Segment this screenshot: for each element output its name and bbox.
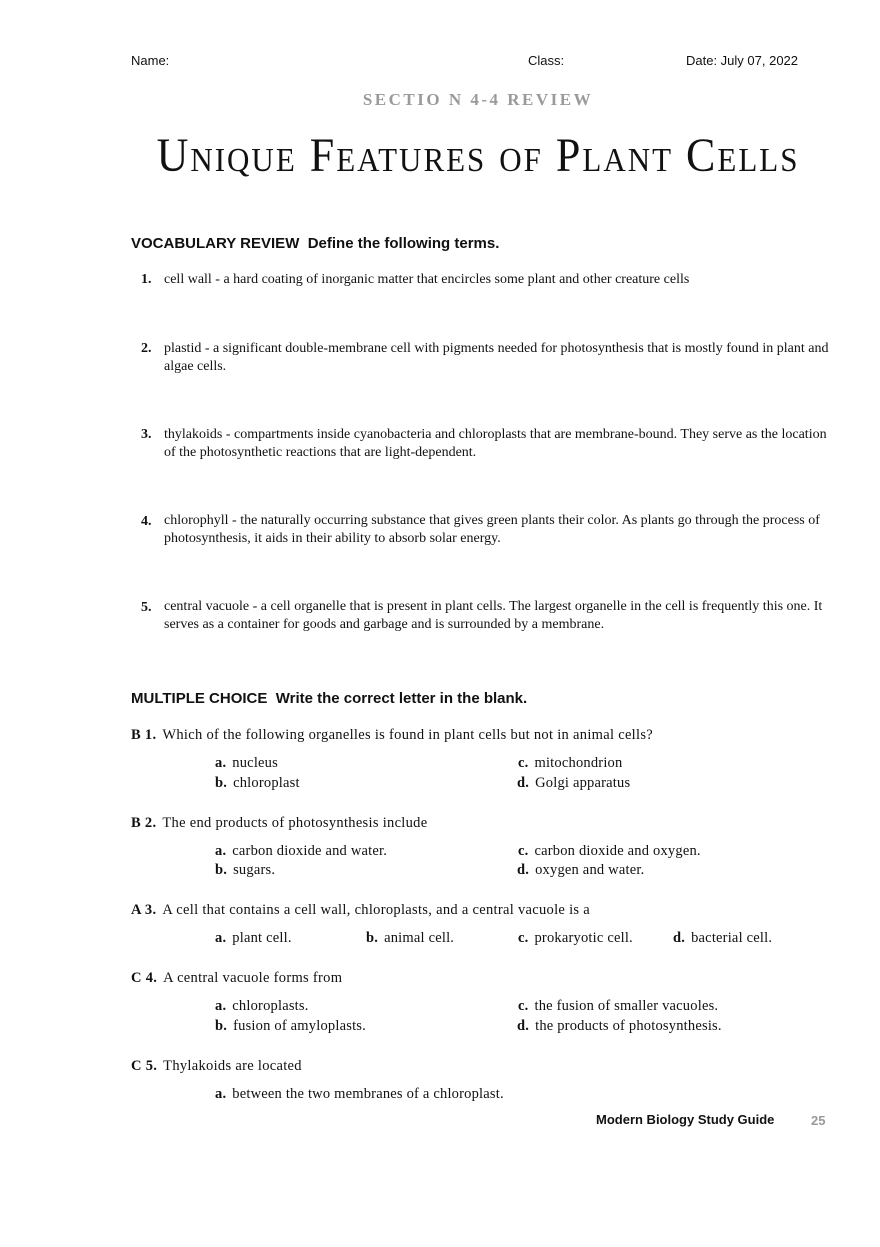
- mc-option: a. carbon dioxide and water.: [215, 843, 388, 859]
- mc-question: [131, 815, 427, 832]
- vocab-item-number: 1.: [141, 272, 152, 287]
- vocab-item-text: central vacuole - a cell organelle that is present in plant cells. The largest organelle in the cell is frequently this one. It serves as a container for goods and garbage and is surrounded by a membrane.: [164, 599, 823, 632]
- mc-question: [131, 902, 590, 919]
- mc-question-text: Thylakoids are located: [163, 1058, 302, 1074]
- vocab-item-text: plastid - a significant double-membrane cell with pigments needed for photosynthesis that is mostly found in plant and algae cells.: [164, 341, 829, 374]
- mc-question: [131, 1058, 302, 1075]
- vocab-heading: [131, 235, 499, 252]
- mc-option: d. the products of photosynthesis.: [517, 1018, 722, 1034]
- vocab-item-number: 4.: [141, 514, 152, 529]
- name-label: Name:: [131, 53, 170, 68]
- vocab-heading-label: VOCABULARY REVIEW: [131, 235, 300, 252]
- footer-title: Modern Biology Study Guide: [596, 1112, 775, 1127]
- mc-option: c. mitochondrion: [518, 755, 623, 771]
- mc-question-text: A cell that contains a cell wall, chloroplasts, and a central vacuole is a: [162, 902, 591, 918]
- mc-option: a. chloroplasts.: [215, 998, 309, 1014]
- date-label: Date: July 07, 2022: [686, 53, 799, 68]
- mc-heading-instruction: Write the correct letter in the blank.: [275, 690, 528, 707]
- mc-option: a. nucleus: [215, 755, 278, 771]
- mc-question-answer: B 2.: [131, 815, 157, 831]
- mc-question-text: A central vacuole forms from: [163, 970, 343, 986]
- mc-heading-label: MULTIPLE CHOICE: [131, 690, 268, 707]
- mc-option: b. animal cell.: [366, 930, 455, 946]
- mc-question-answer: C 5.: [131, 1058, 158, 1074]
- vocab-heading-instruction: Define the following terms.: [307, 235, 500, 252]
- mc-question-answer: B 1.: [131, 727, 157, 743]
- page-number: 25: [811, 1113, 826, 1128]
- mc-question-answer: A 3.: [131, 902, 157, 918]
- mc-option: b. sugars.: [215, 862, 276, 878]
- mc-option: c. carbon dioxide and oxygen.: [518, 843, 701, 859]
- mc-question: [131, 727, 653, 744]
- mc-option: c. prokaryotic cell.: [518, 930, 633, 946]
- vocab-item-number: 5.: [141, 600, 152, 615]
- vocab-item-number: 3.: [141, 427, 152, 442]
- vocab-item-text: chlorophyll - the naturally occurring substance that gives green plants their color. As plants go through the process of photosynthesis, it aids in their ability to absorb solar energy.: [164, 513, 820, 546]
- mc-option: a. plant cell.: [215, 930, 292, 946]
- mc-question-text: Which of the following organelles is found in plant cells but not in animal cells?: [162, 727, 654, 743]
- mc-question: [131, 970, 342, 987]
- mc-option: c. the fusion of smaller vacuoles.: [518, 998, 719, 1014]
- section-label: SECTIO N 4-4 REVIEW: [362, 90, 594, 109]
- mc-question-text: The end products of photosynthesis include: [162, 815, 428, 831]
- mc-option: a. between the two membranes of a chloroplast.: [215, 1086, 504, 1102]
- mc-option: b. chloroplast: [215, 775, 300, 791]
- mc-option: d. oxygen and water.: [517, 862, 645, 878]
- page-title: Unique Features of Plant Cells: [156, 129, 800, 182]
- mc-option: b. fusion of amyloplasts.: [215, 1018, 366, 1034]
- mc-option: d. Golgi apparatus: [517, 775, 631, 791]
- vocab-item-text: cell wall - a hard coating of inorganic matter that encircles some plant and other creature cells: [164, 272, 690, 287]
- mc-question-answer: C 4.: [131, 970, 158, 986]
- class-label: Class:: [528, 53, 565, 68]
- mc-heading: [131, 690, 527, 707]
- vocab-item-text: thylakoids - compartments inside cyanobacteria and chloroplasts that are membrane-bound. They serve as the location of the photosynthetic reactions that are light-dependent.: [164, 427, 827, 460]
- vocab-item-number: 2.: [141, 341, 152, 356]
- mc-option: d. bacterial cell.: [673, 930, 773, 946]
